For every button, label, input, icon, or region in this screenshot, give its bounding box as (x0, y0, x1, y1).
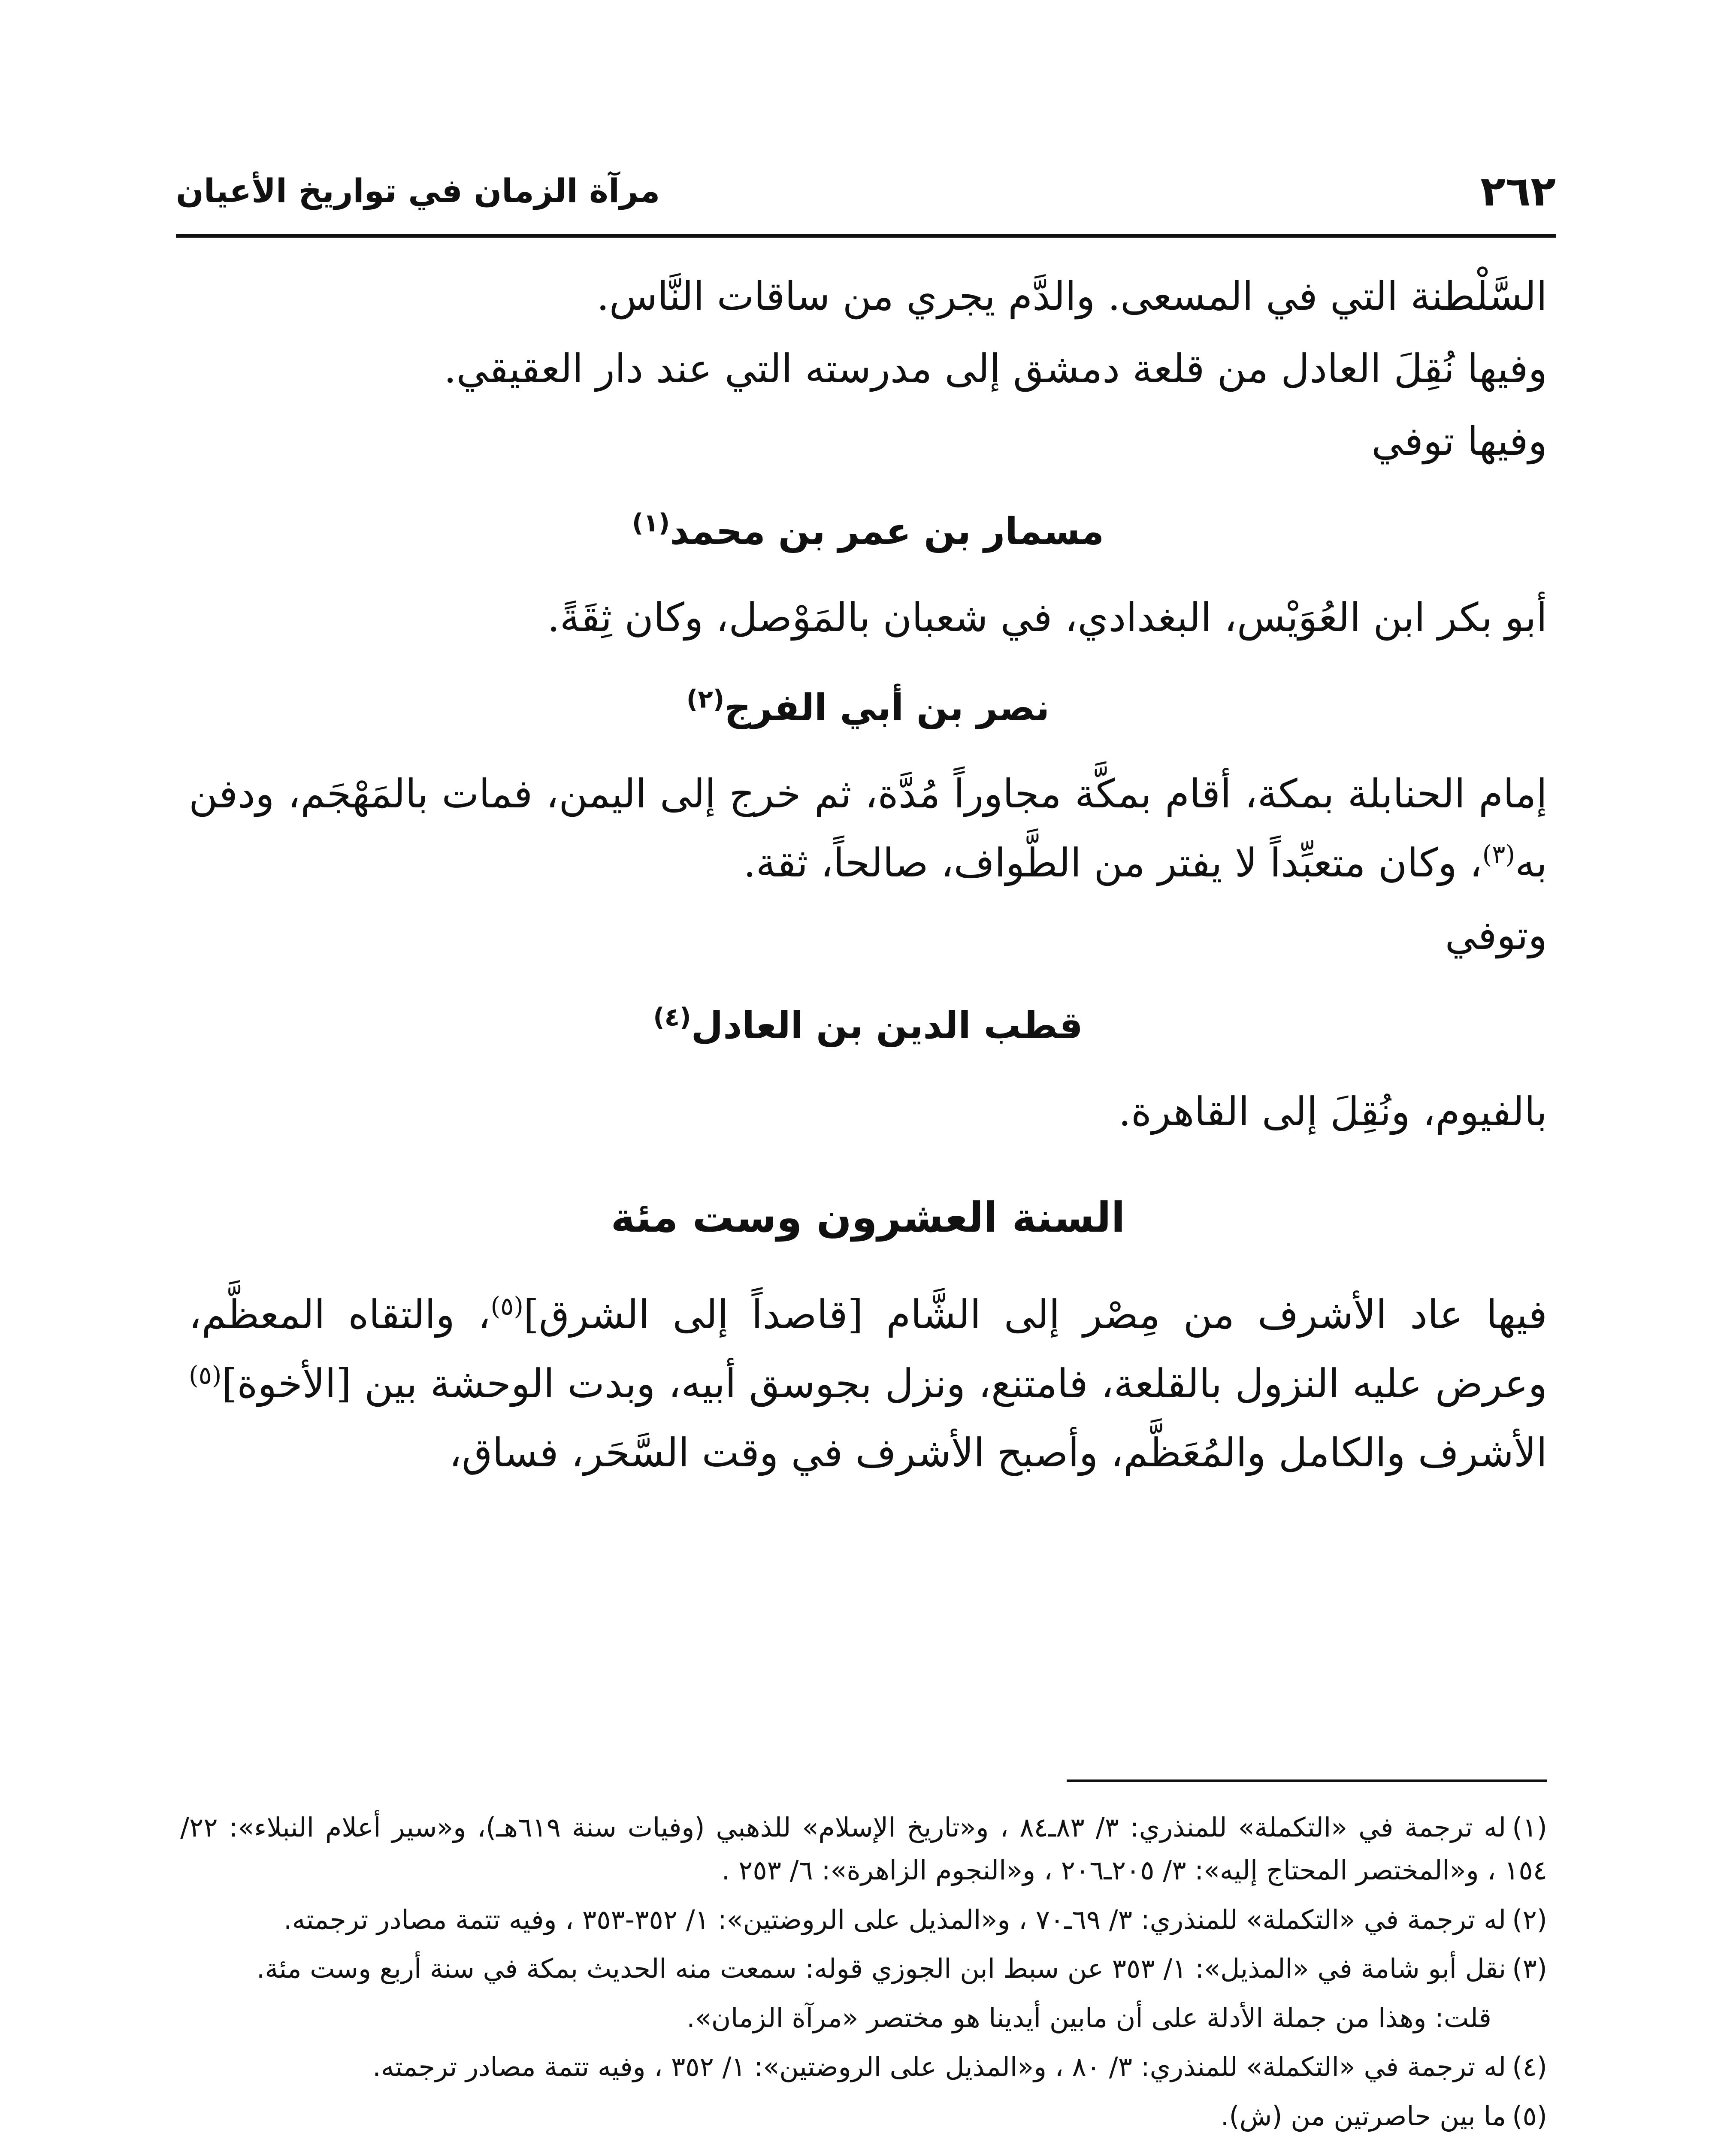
footnote (180, 1898, 1547, 1941)
footnote-ref: (١) (632, 508, 670, 538)
footnote-number: (٤) (1512, 2051, 1547, 2083)
footnote-text: ما بين حاصرتين من (ش). (1220, 2100, 1506, 2132)
main-text (189, 262, 1547, 1487)
footnote (180, 1947, 1547, 1990)
paragraph: وفيها توفي (1371, 418, 1547, 464)
footnote-text: له ترجمة في «التكملة» للمنذري: ٣/ ٨٠ ، و«المذيل على الروضتين»: ١/ ٣٥٢ ، وفيه تتمة مصادر ترجمته. (372, 2051, 1506, 2083)
footnote-number: (٥) (1512, 2100, 1547, 2132)
footnote (180, 1806, 1547, 1892)
footnote (180, 2045, 1547, 2088)
footnote-number: (٢) (1512, 1903, 1547, 1935)
page-header (176, 154, 1556, 227)
paragraph: وتوفي (1445, 912, 1547, 958)
footnote-number: (٣) (1512, 1953, 1547, 1985)
footnote-text: له ترجمة في «التكملة» للمنذري: ٣/ ٨٣ـ٨٤ ، و«تاريخ الإسلام» للذهبي (وفيات سنة ٦١٩هـ)، و«سير أعلام النبلاء»: ٢٢/ ١٥٤ ، و«المختصر المحتاج إليه»: ٣/ ٢٠٥ـ٢٠٦ ، و«النجوم الزاهرة»: ٦/ ٢٥٣ . (180, 1812, 1547, 1886)
footnote-ref: (٤) (653, 1002, 691, 1032)
paragraph: السَّلْطنة التي في المسعى. والدَّم يجري من ساقات النَّاس. (596, 273, 1547, 319)
footnote-note (180, 1997, 1491, 2039)
footnote-text: نقل أبو شامة في «المذيل»: ١/ ٣٥٣ عن سبط ابن الجوزي قوله: سمعت منه الحديث بمكة في سنة أربع وست مئة. (256, 1953, 1506, 1985)
entry-heading (189, 1004, 1547, 1047)
entry-heading-text: قطب الدين بن العادل (691, 1004, 1083, 1047)
paragraph-text: الأشرف والكامل والمُعَظَّم، وأصبح الأشرف في وقت السَّحَر، فساق، (449, 1430, 1547, 1476)
footnote-ref: (٣) (1482, 840, 1515, 869)
footnote-ref: (٥) (490, 1291, 523, 1321)
running-title: مرآة الزمان في تواريخ الأعيان (176, 172, 660, 210)
footnote-text: له ترجمة في «التكملة» للمنذري: ٣/ ٦٩ـ٧٠ ، و«المذيل على الروضتين»: ١/ ٣٥٢-٣٥٣ ، وفيه تتمة مصادر ترجمته. (284, 1903, 1506, 1935)
paragraph-text: إمام الحنابلة بمكة، أقام بمكَّة مجاوراً مُدَّة، ثم خرج إلى اليمن، فمات بالمَهْجَم، ودفن به (189, 771, 1547, 886)
footnotes (180, 1806, 1547, 2144)
entry-heading-text: مسمار بن عمر بن محمد (670, 510, 1104, 553)
paragraph (189, 759, 1547, 897)
paragraph: أبو بكر ابن العُوَيْس، البغدادي، في شعبان بالمَوْصل، وكان ثِقَةً. (547, 595, 1547, 640)
paragraph-text: ، والتقاه المعظَّم، وعرض عليه النزول بالقلعة، فامتنع، ونزل بجوسق أبيه، وبدت الوحشة بين [الأخوة] (189, 1292, 1547, 1407)
footnote-ref: (٢) (686, 684, 725, 714)
header-rule (176, 234, 1556, 238)
year-heading: السنة العشرون وست مئة (611, 1193, 1125, 1242)
footnote-ref: (٥) (189, 1360, 222, 1390)
entry-heading (189, 686, 1547, 729)
footnote-text: قلت: وهذا من جملة الأدلة على أن مابين أيدينا هو مختصر «مرآة الزمان». (687, 2002, 1491, 2033)
paragraph-text: ، وكان متعبِّداً لا يفتر من الطَّواف، صالحاً، ثقة. (743, 840, 1482, 886)
footnote (180, 2095, 1547, 2138)
paragraph (189, 1280, 1547, 1487)
entry-heading (189, 510, 1547, 553)
footnote-number: (١) (1512, 1812, 1547, 1843)
paragraph: وفيها نُقِلَ العادل من قلعة دمشق إلى مدرسته التي عند دار العقيقي. (444, 346, 1547, 392)
footnote-rule (1067, 1779, 1547, 1782)
paragraph-text: فيها عاد الأشرف من مِصْر إلى الشَّام [قاصداً إلى الشرق] (523, 1292, 1547, 1338)
paragraph: بالفيوم، ونُقِلَ إلى القاهرة. (1118, 1089, 1547, 1135)
page-number: ٢٦٢ (1480, 167, 1556, 215)
entry-heading-text: نصر بن أبي الفرج (724, 686, 1050, 729)
